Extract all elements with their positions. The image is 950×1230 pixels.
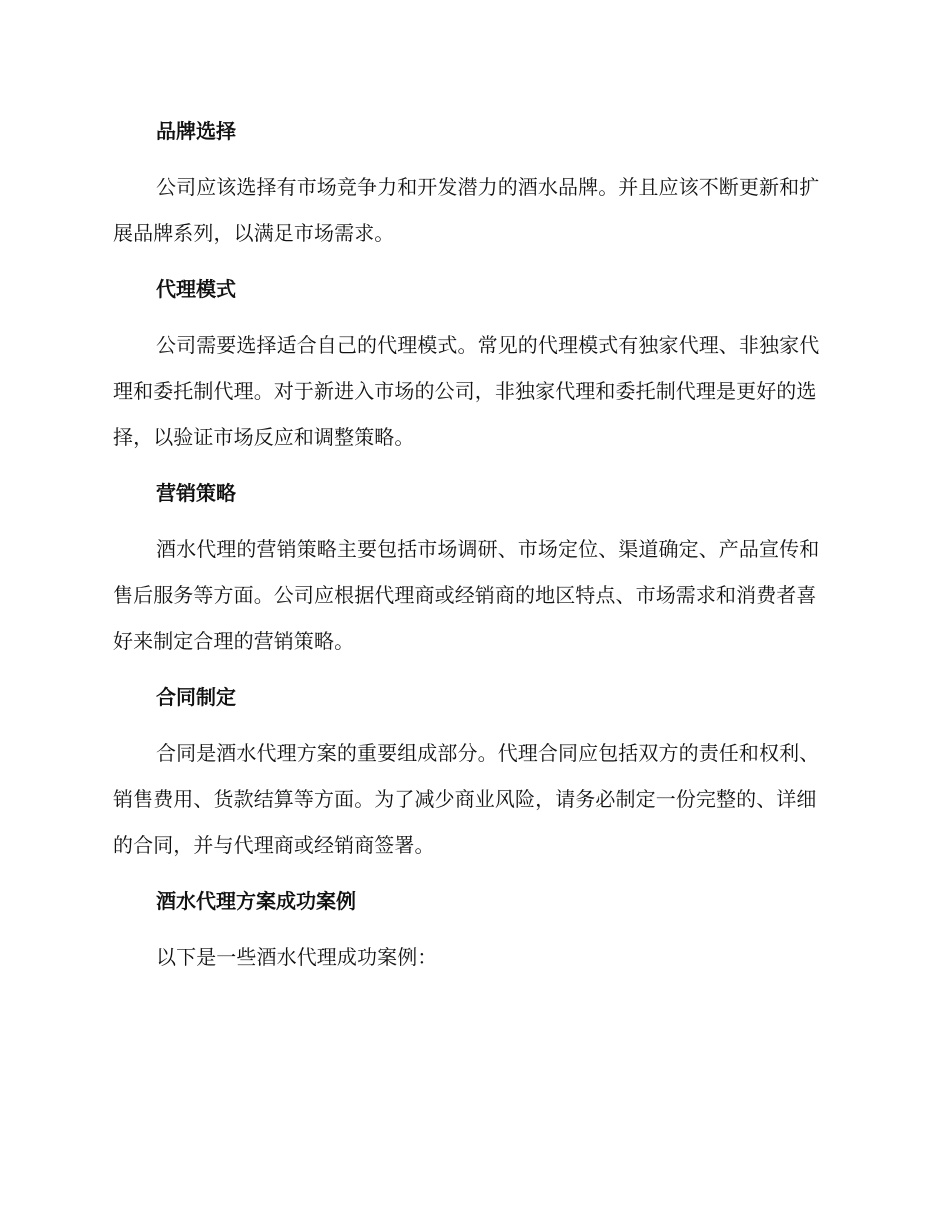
section-paragraph: 酒水代理的营销策略主要包括市场调研、市场定位、渠道确定、产品宣传和售后服务等方面。公司应根据代理商或经销商的地区特点、市场需求和消费者喜好来制定合理的营销策略。 xyxy=(113,537,820,653)
section-brand-selection xyxy=(113,108,831,256)
section-heading: 酒水代理方案成功案例 xyxy=(156,889,356,913)
section-heading: 营销策略 xyxy=(156,481,236,505)
section-heading: 品牌选择 xyxy=(156,119,236,143)
section-paragraph: 公司需要选择适合自己的代理模式。常见的代理模式有独家代理、非独家代理和委托制代理。对于新进入市场的公司，非独家代理和委托制代理是更好的选择，以验证市场反应和调整策略。 xyxy=(113,333,820,449)
section-success-cases xyxy=(113,878,831,980)
section-heading: 代理模式 xyxy=(156,277,236,301)
section-heading: 合同制定 xyxy=(156,685,236,709)
document-content xyxy=(113,108,831,990)
section-contract xyxy=(113,674,831,868)
section-paragraph: 公司应该选择有市场竞争力和开发潜力的酒水品牌。并且应该不断更新和扩展品牌系列，以满足市场需求。 xyxy=(113,175,820,245)
section-agency-model xyxy=(113,266,831,460)
section-paragraph: 合同是酒水代理方案的重要组成部分。代理合同应包括双方的责任和权利、销售费用、货款结算等方面。为了减少商业风险，请务必制定一份完整的、详细的合同，并与代理商或经销商签署。 xyxy=(113,741,820,857)
section-paragraph: 以下是一些酒水代理成功案例： xyxy=(156,945,438,969)
section-marketing-strategy xyxy=(113,470,831,664)
